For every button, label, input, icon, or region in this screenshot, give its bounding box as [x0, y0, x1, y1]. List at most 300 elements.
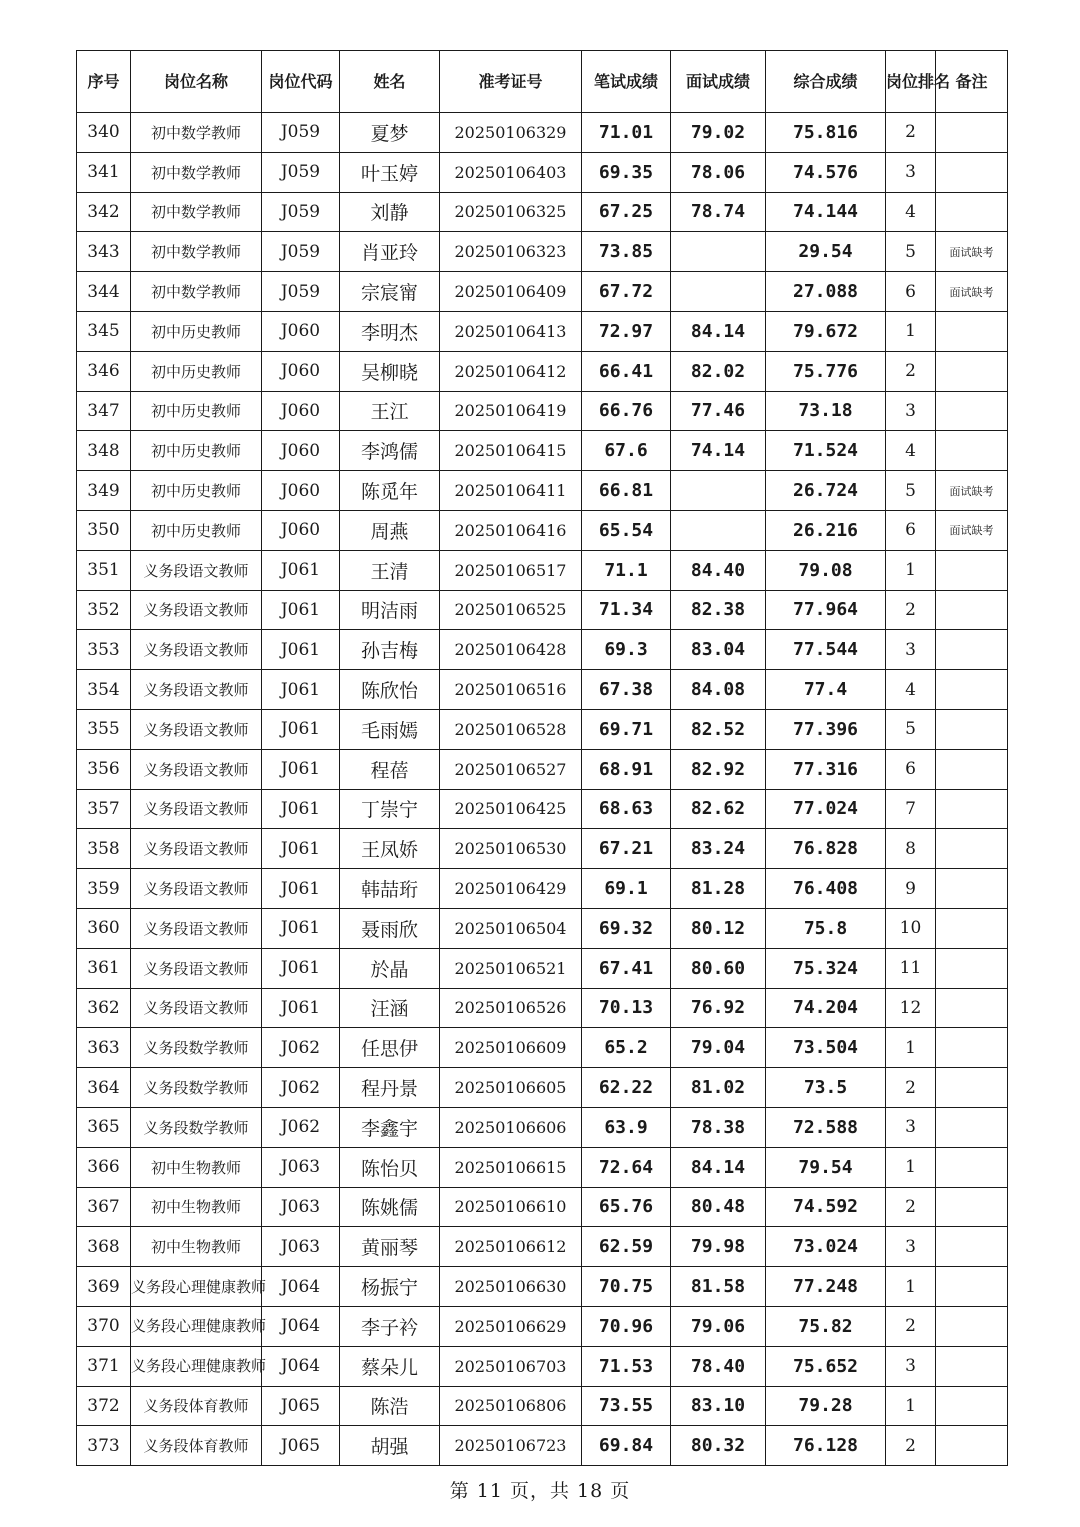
cell-note: [936, 113, 1008, 153]
cell-written: 68.91: [582, 749, 671, 789]
cell-seq: 359: [77, 869, 131, 909]
cell-post: 义务段数学教师: [131, 1028, 262, 1068]
cell-code: J060: [262, 510, 340, 550]
cell-seq: 343: [77, 232, 131, 272]
cell-code: J061: [262, 670, 340, 710]
cell-post: 义务段体育教师: [131, 1386, 262, 1426]
cell-code: J060: [262, 391, 340, 431]
cell-written: 65.2: [582, 1028, 671, 1068]
cell-total: 77.316: [766, 749, 886, 789]
cell-seq: 364: [77, 1068, 131, 1108]
cell-interview: 81.58: [671, 1267, 766, 1307]
cell-code: J063: [262, 1147, 340, 1187]
header-row: [77, 51, 1008, 113]
header-written: 笔试成绩: [582, 51, 671, 113]
cell-seq: 365: [77, 1107, 131, 1147]
cell-exam-no: 20250106526: [440, 988, 582, 1028]
cell-total: 76.828: [766, 829, 886, 869]
cell-code: J059: [262, 272, 340, 312]
cell-written: 71.1: [582, 550, 671, 590]
cell-post: 义务段语文教师: [131, 709, 262, 749]
cell-written: 71.01: [582, 113, 671, 153]
cell-code: J065: [262, 1426, 340, 1466]
page-footer: 第 11 页，共 18 页: [449, 1480, 631, 1502]
cell-total: 77.4: [766, 670, 886, 710]
cell-exam-no: 20250106325: [440, 192, 582, 232]
cell-note: [936, 431, 1008, 471]
cell-written: 73.55: [582, 1386, 671, 1426]
cell-rank: 8: [886, 829, 936, 869]
cell-seq: 361: [77, 948, 131, 988]
cell-interview: 78.06: [671, 152, 766, 192]
cell-written: 69.32: [582, 908, 671, 948]
cell-seq: 371: [77, 1346, 131, 1386]
cell-written: 67.6: [582, 431, 671, 471]
cell-total: 75.82: [766, 1306, 886, 1346]
cell-total: 29.54: [766, 232, 886, 272]
table-row: [77, 1187, 1008, 1227]
header-name: 姓名: [340, 51, 440, 113]
cell-rank: 1: [886, 311, 936, 351]
cell-name: 明洁雨: [340, 590, 440, 630]
cell-name: 汪涵: [340, 988, 440, 1028]
cell-total: 77.248: [766, 1267, 886, 1307]
cell-post: 义务段语文教师: [131, 988, 262, 1028]
cell-rank: 6: [886, 510, 936, 550]
cell-note: 面试缺考: [936, 510, 1008, 550]
cell-note: [936, 908, 1008, 948]
cell-exam-no: 20250106527: [440, 749, 582, 789]
header-note: 备注: [936, 51, 1008, 113]
cell-note: [936, 391, 1008, 431]
cell-note: [936, 1227, 1008, 1267]
cell-exam-no: 20250106415: [440, 431, 582, 471]
cell-seq: 349: [77, 471, 131, 511]
cell-seq: 341: [77, 152, 131, 192]
cell-post: 义务段数学教师: [131, 1068, 262, 1108]
cell-seq: 347: [77, 391, 131, 431]
table-row: [77, 1267, 1008, 1307]
cell-name: 程丹景: [340, 1068, 440, 1108]
cell-note: [936, 1068, 1008, 1108]
cell-total: 73.504: [766, 1028, 886, 1068]
cell-post: 义务段心理健康教师: [131, 1346, 262, 1386]
cell-code: J059: [262, 232, 340, 272]
cell-name: 吴柳晓: [340, 351, 440, 391]
cell-post: 初中数学教师: [131, 192, 262, 232]
table-row: [77, 272, 1008, 312]
cell-code: J062: [262, 1068, 340, 1108]
cell-name: 毛雨嫣: [340, 709, 440, 749]
cell-seq: 340: [77, 113, 131, 153]
cell-note: [936, 351, 1008, 391]
cell-exam-no: 20250106504: [440, 908, 582, 948]
cell-written: 69.84: [582, 1426, 671, 1466]
cell-total: 74.144: [766, 192, 886, 232]
cell-note: [936, 1107, 1008, 1147]
cell-note: [936, 829, 1008, 869]
cell-code: J060: [262, 471, 340, 511]
table-row: [77, 192, 1008, 232]
cell-seq: 366: [77, 1147, 131, 1187]
cell-code: J064: [262, 1267, 340, 1307]
cell-exam-no: 20250106723: [440, 1426, 582, 1466]
cell-name: 李明杰: [340, 311, 440, 351]
cell-interview: 82.52: [671, 709, 766, 749]
header-exam-no: 准考证号: [440, 51, 582, 113]
cell-name: 於晶: [340, 948, 440, 988]
cell-code: J059: [262, 192, 340, 232]
cell-seq: 345: [77, 311, 131, 351]
cell-post: 义务段语文教师: [131, 670, 262, 710]
cell-total: 73.18: [766, 391, 886, 431]
cell-rank: 2: [886, 351, 936, 391]
cell-written: 67.72: [582, 272, 671, 312]
cell-interview: 82.92: [671, 749, 766, 789]
cell-seq: 352: [77, 590, 131, 630]
cell-rank: 1: [886, 1147, 936, 1187]
cell-note: [936, 1386, 1008, 1426]
cell-rank: 5: [886, 232, 936, 272]
table-row: [77, 789, 1008, 829]
cell-name: 叶玉婷: [340, 152, 440, 192]
cell-total: 79.672: [766, 311, 886, 351]
cell-written: 70.13: [582, 988, 671, 1028]
score-table: [76, 50, 1008, 1466]
cell-post: 义务段语文教师: [131, 908, 262, 948]
cell-written: 65.54: [582, 510, 671, 550]
cell-interview: 82.38: [671, 590, 766, 630]
table-row: [77, 1346, 1008, 1386]
cell-rank: 1: [886, 550, 936, 590]
cell-rank: 6: [886, 272, 936, 312]
cell-name: 肖亚玲: [340, 232, 440, 272]
cell-interview: 80.12: [671, 908, 766, 948]
cell-total: 71.524: [766, 431, 886, 471]
cell-name: 李子衿: [340, 1306, 440, 1346]
cell-name: 王江: [340, 391, 440, 431]
cell-exam-no: 20250106416: [440, 510, 582, 550]
cell-post: 义务段体育教师: [131, 1426, 262, 1466]
cell-rank: 3: [886, 1107, 936, 1147]
table-row: [77, 510, 1008, 550]
cell-rank: 3: [886, 630, 936, 670]
cell-interview: 80.48: [671, 1187, 766, 1227]
cell-interview: 77.46: [671, 391, 766, 431]
cell-rank: 4: [886, 431, 936, 471]
cell-note: [936, 590, 1008, 630]
cell-name: 王清: [340, 550, 440, 590]
table-row: [77, 630, 1008, 670]
cell-rank: 2: [886, 1068, 936, 1108]
header-seq: 序号: [77, 51, 131, 113]
cell-exam-no: 20250106323: [440, 232, 582, 272]
cell-interview: 82.02: [671, 351, 766, 391]
cell-written: 62.22: [582, 1068, 671, 1108]
cell-exam-no: 20250106606: [440, 1107, 582, 1147]
cell-code: J062: [262, 1107, 340, 1147]
cell-interview: 84.14: [671, 1147, 766, 1187]
cell-total: 75.8: [766, 908, 886, 948]
cell-post: 初中生物教师: [131, 1187, 262, 1227]
cell-exam-no: 20250106630: [440, 1267, 582, 1307]
cell-seq: 344: [77, 272, 131, 312]
cell-seq: 373: [77, 1426, 131, 1466]
cell-name: 丁崇宁: [340, 789, 440, 829]
cell-rank: 3: [886, 152, 936, 192]
cell-exam-no: 20250106806: [440, 1386, 582, 1426]
cell-seq: 360: [77, 908, 131, 948]
cell-exam-no: 20250106530: [440, 829, 582, 869]
header-code: 岗位代码: [262, 51, 340, 113]
cell-rank: 11: [886, 948, 936, 988]
cell-code: J060: [262, 351, 340, 391]
table-row: [77, 1227, 1008, 1267]
cell-post: 初中历史教师: [131, 471, 262, 511]
table-row: [77, 948, 1008, 988]
table-row: [77, 908, 1008, 948]
cell-note: [936, 948, 1008, 988]
cell-exam-no: 20250106615: [440, 1147, 582, 1187]
cell-exam-no: 20250106411: [440, 471, 582, 511]
cell-written: 72.64: [582, 1147, 671, 1187]
table-row: [77, 590, 1008, 630]
cell-code: J060: [262, 431, 340, 471]
cell-exam-no: 20250106429: [440, 869, 582, 909]
table-row: [77, 431, 1008, 471]
cell-interview: 79.98: [671, 1227, 766, 1267]
cell-note: [936, 630, 1008, 670]
cell-total: 74.576: [766, 152, 886, 192]
cell-seq: 348: [77, 431, 131, 471]
cell-code: J061: [262, 709, 340, 749]
cell-total: 79.08: [766, 550, 886, 590]
cell-interview: 78.38: [671, 1107, 766, 1147]
cell-name: 陈姚儒: [340, 1187, 440, 1227]
cell-seq: 363: [77, 1028, 131, 1068]
cell-interview: 84.14: [671, 311, 766, 351]
cell-exam-no: 20250106428: [440, 630, 582, 670]
cell-total: 77.964: [766, 590, 886, 630]
cell-interview: 80.60: [671, 948, 766, 988]
cell-written: 67.21: [582, 829, 671, 869]
cell-note: [936, 1187, 1008, 1227]
cell-name: 宗宸甯: [340, 272, 440, 312]
cell-seq: 368: [77, 1227, 131, 1267]
cell-name: 陈浩: [340, 1386, 440, 1426]
cell-seq: 350: [77, 510, 131, 550]
cell-rank: 12: [886, 988, 936, 1028]
cell-note: [936, 550, 1008, 590]
cell-interview: 78.40: [671, 1346, 766, 1386]
cell-code: J059: [262, 152, 340, 192]
cell-name: 程蓓: [340, 749, 440, 789]
cell-interview: 82.62: [671, 789, 766, 829]
cell-note: [936, 789, 1008, 829]
header-post: 岗位名称: [131, 51, 262, 113]
cell-post: 初中数学教师: [131, 113, 262, 153]
cell-post: 初中数学教师: [131, 232, 262, 272]
cell-note: [936, 1346, 1008, 1386]
cell-rank: 10: [886, 908, 936, 948]
cell-written: 71.53: [582, 1346, 671, 1386]
cell-name: 周燕: [340, 510, 440, 550]
cell-rank: 2: [886, 1306, 936, 1346]
cell-code: J061: [262, 829, 340, 869]
cell-interview: 74.14: [671, 431, 766, 471]
cell-post: 义务段心理健康教师: [131, 1267, 262, 1307]
table-row: [77, 550, 1008, 590]
cell-name: 刘静: [340, 192, 440, 232]
cell-post: 义务段语文教师: [131, 829, 262, 869]
cell-name: 李鸿儒: [340, 431, 440, 471]
table-row: [77, 391, 1008, 431]
cell-written: 68.63: [582, 789, 671, 829]
cell-post: 义务段语文教师: [131, 590, 262, 630]
cell-name: 蔡朵儿: [340, 1346, 440, 1386]
cell-seq: 356: [77, 749, 131, 789]
cell-seq: 342: [77, 192, 131, 232]
cell-total: 73.024: [766, 1227, 886, 1267]
cell-post: 义务段语文教师: [131, 630, 262, 670]
cell-written: 65.76: [582, 1187, 671, 1227]
cell-rank: 5: [886, 709, 936, 749]
cell-name: 任思伊: [340, 1028, 440, 1068]
cell-seq: 351: [77, 550, 131, 590]
cell-exam-no: 20250106525: [440, 590, 582, 630]
cell-code: J064: [262, 1306, 340, 1346]
cell-interview: 79.02: [671, 113, 766, 153]
cell-code: J061: [262, 630, 340, 670]
cell-seq: 362: [77, 988, 131, 1028]
cell-exam-no: 20250106329: [440, 113, 582, 153]
cell-exam-no: 20250106516: [440, 670, 582, 710]
cell-rank: 4: [886, 670, 936, 710]
cell-interview: [671, 232, 766, 272]
cell-exam-no: 20250106703: [440, 1346, 582, 1386]
cell-written: 66.81: [582, 471, 671, 511]
cell-note: [936, 1426, 1008, 1466]
header-total: 综合成绩: [766, 51, 886, 113]
cell-rank: 9: [886, 869, 936, 909]
cell-post: 初中生物教师: [131, 1147, 262, 1187]
cell-post: 义务段语文教师: [131, 869, 262, 909]
cell-note: [936, 988, 1008, 1028]
cell-rank: 5: [886, 471, 936, 511]
cell-name: 杨振宁: [340, 1267, 440, 1307]
cell-post: 初中数学教师: [131, 152, 262, 192]
table-row: [77, 152, 1008, 192]
cell-note: [936, 670, 1008, 710]
cell-rank: 2: [886, 590, 936, 630]
cell-code: J061: [262, 908, 340, 948]
cell-rank: 2: [886, 113, 936, 153]
cell-rank: 1: [886, 1028, 936, 1068]
cell-post: 初中历史教师: [131, 351, 262, 391]
cell-note: [936, 192, 1008, 232]
cell-post: 初中历史教师: [131, 510, 262, 550]
table-row: [77, 749, 1008, 789]
cell-total: 26.216: [766, 510, 886, 550]
cell-total: 27.088: [766, 272, 886, 312]
cell-total: 73.5: [766, 1068, 886, 1108]
cell-code: J061: [262, 948, 340, 988]
cell-written: 69.71: [582, 709, 671, 749]
cell-seq: 367: [77, 1187, 131, 1227]
cell-exam-no: 20250106403: [440, 152, 582, 192]
table-row: [77, 988, 1008, 1028]
cell-written: 72.97: [582, 311, 671, 351]
cell-interview: 83.04: [671, 630, 766, 670]
cell-exam-no: 20250106612: [440, 1227, 582, 1267]
cell-total: 74.592: [766, 1187, 886, 1227]
cell-post: 初中数学教师: [131, 272, 262, 312]
cell-interview: [671, 510, 766, 550]
cell-exam-no: 20250106605: [440, 1068, 582, 1108]
cell-interview: 80.32: [671, 1426, 766, 1466]
cell-written: 69.3: [582, 630, 671, 670]
cell-interview: 83.10: [671, 1386, 766, 1426]
cell-name: 聂雨欣: [340, 908, 440, 948]
table-row: [77, 1306, 1008, 1346]
cell-interview: 78.74: [671, 192, 766, 232]
table-row: [77, 869, 1008, 909]
cell-exam-no: 20250106528: [440, 709, 582, 749]
cell-exam-no: 20250106419: [440, 391, 582, 431]
cell-code: J065: [262, 1386, 340, 1426]
cell-seq: 355: [77, 709, 131, 749]
cell-note: [936, 1028, 1008, 1068]
cell-post: 初中历史教师: [131, 431, 262, 471]
cell-rank: 3: [886, 1227, 936, 1267]
cell-code: J061: [262, 789, 340, 829]
cell-code: J064: [262, 1346, 340, 1386]
cell-written: 67.38: [582, 670, 671, 710]
cell-written: 66.41: [582, 351, 671, 391]
table-row: [77, 351, 1008, 391]
cell-post: 义务段语文教师: [131, 550, 262, 590]
cell-interview: [671, 471, 766, 511]
cell-post: 义务段语文教师: [131, 749, 262, 789]
cell-name: 韩喆珩: [340, 869, 440, 909]
cell-name: 李鑫宇: [340, 1107, 440, 1147]
cell-note: [936, 709, 1008, 749]
cell-note: [936, 1306, 1008, 1346]
cell-interview: [671, 272, 766, 312]
header-interview: 面试成绩: [671, 51, 766, 113]
cell-exam-no: 20250106629: [440, 1306, 582, 1346]
cell-written: 71.34: [582, 590, 671, 630]
cell-rank: 2: [886, 1187, 936, 1227]
table-row: [77, 829, 1008, 869]
cell-written: 70.75: [582, 1267, 671, 1307]
table-row: [77, 232, 1008, 272]
cell-exam-no: 20250106610: [440, 1187, 582, 1227]
cell-rank: 1: [886, 1267, 936, 1307]
cell-note: [936, 869, 1008, 909]
cell-code: J063: [262, 1187, 340, 1227]
cell-interview: 81.28: [671, 869, 766, 909]
table-row: [77, 1028, 1008, 1068]
cell-rank: 2: [886, 1426, 936, 1466]
cell-code: J061: [262, 869, 340, 909]
cell-code: J061: [262, 590, 340, 630]
cell-rank: 3: [886, 391, 936, 431]
cell-interview: 79.04: [671, 1028, 766, 1068]
table-row: [77, 1107, 1008, 1147]
cell-note: [936, 749, 1008, 789]
cell-seq: 353: [77, 630, 131, 670]
